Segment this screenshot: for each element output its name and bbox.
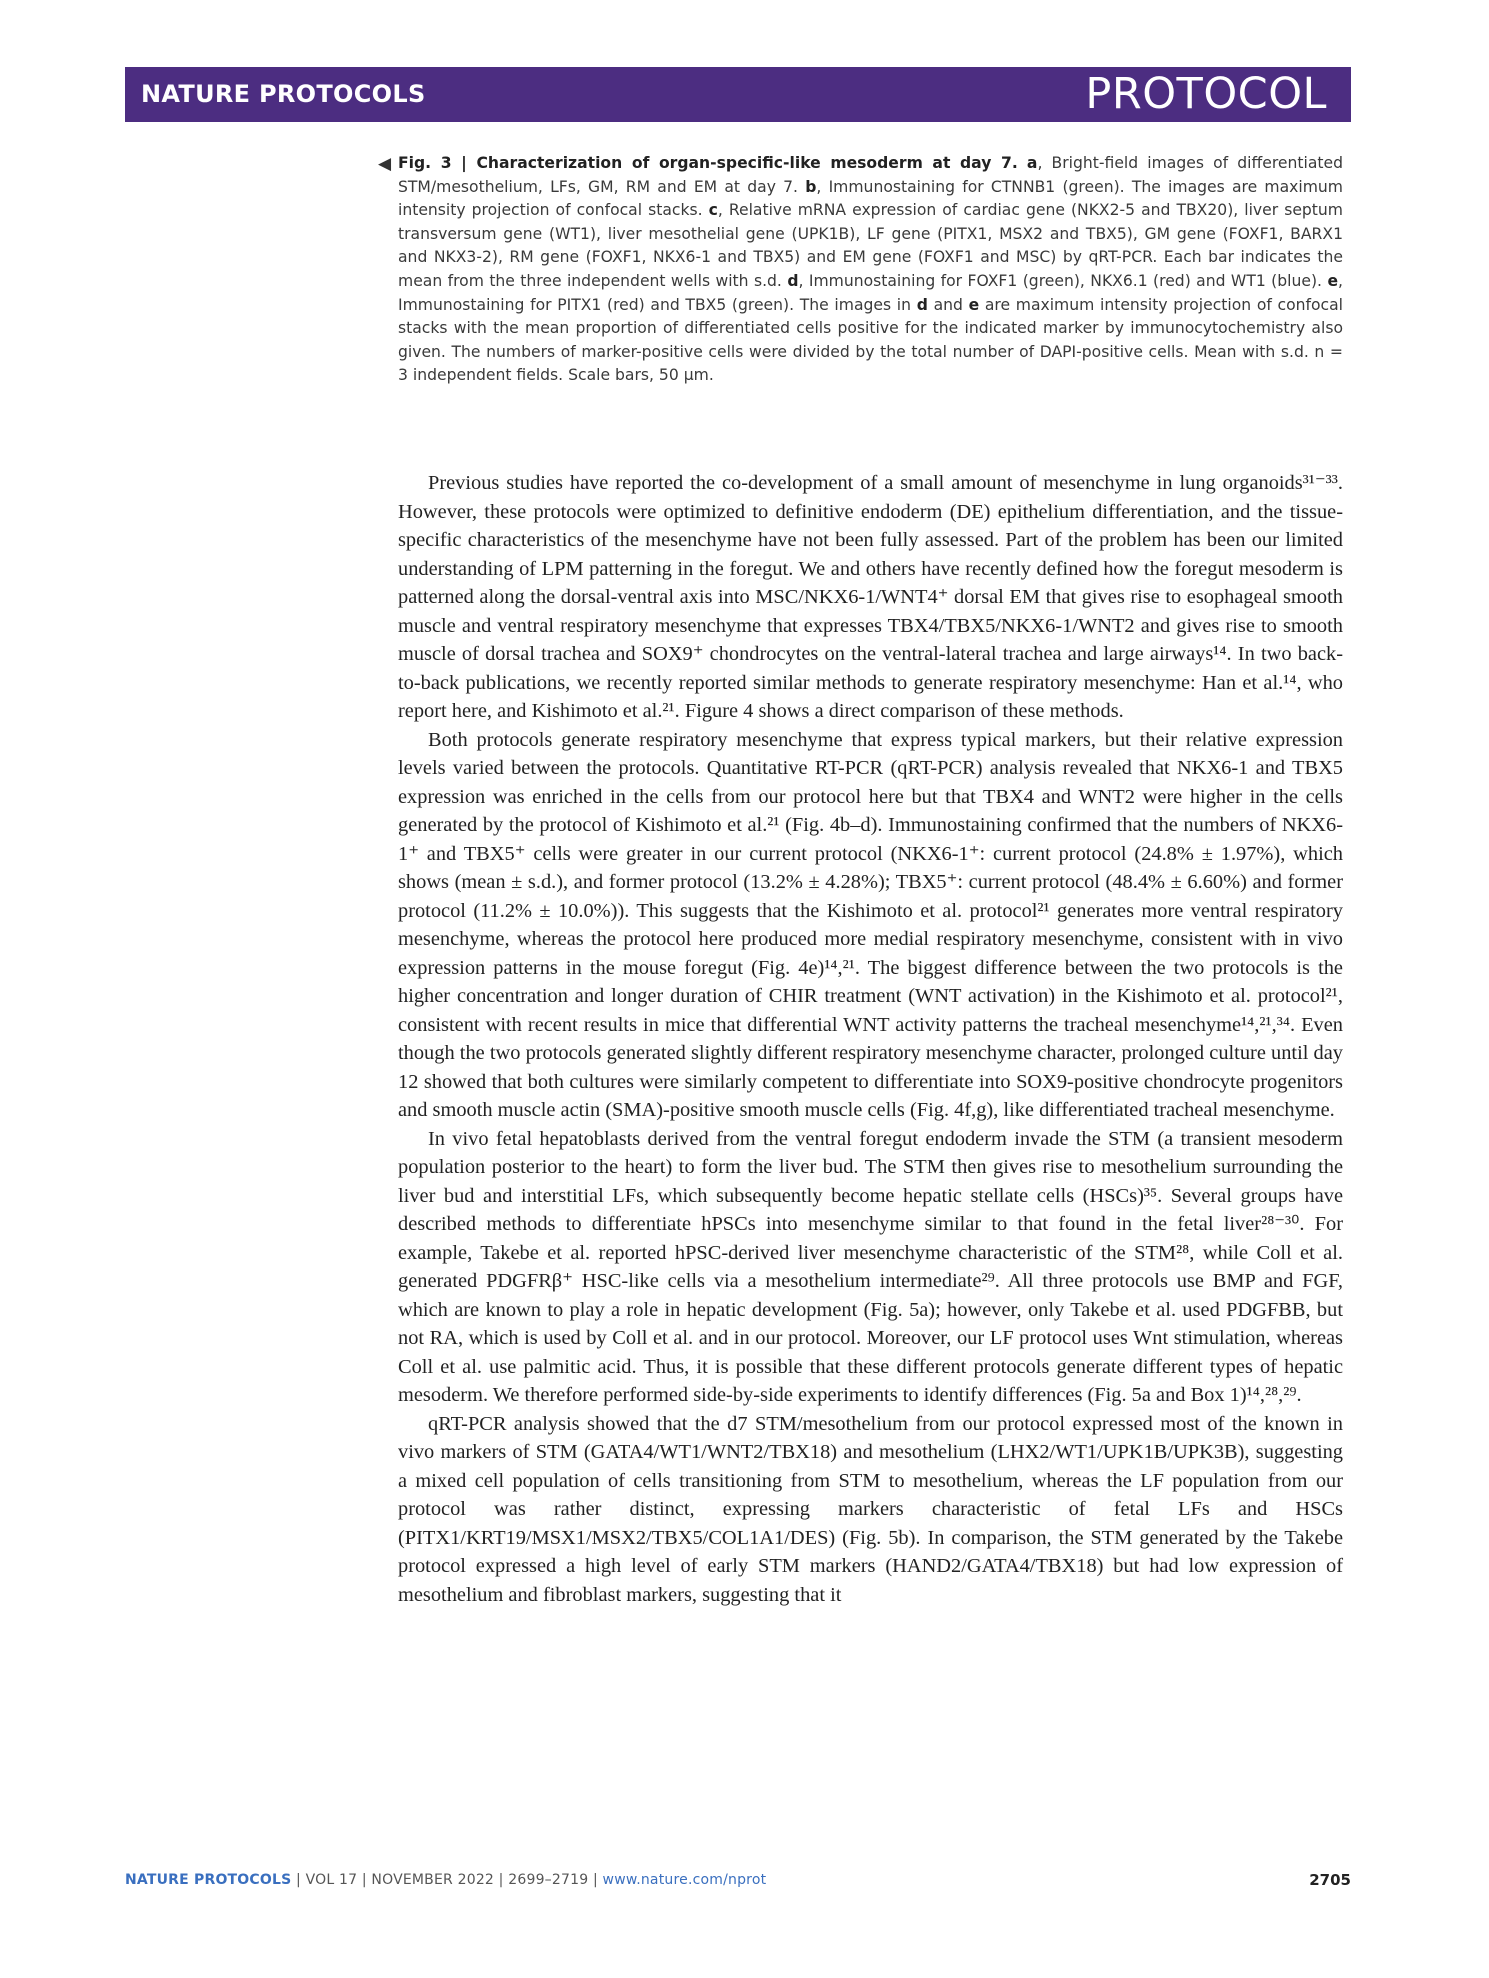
paragraph-3: In vivo fetal hepatoblasts derived from the ventral foregut endoderm invade the STM (a transient mesoderm population posterior to the heart) to form the liver bud. The STM then gives rise to mesothelium surrounding the liver bud and interstitial LFs, which subsequently become hepatic stellate cells (HSCs)³⁵. Several groups have described methods to differentiate hPSCs into mesenchyme similar to that found in the fetal liver²⁸⁻³⁰. For example, Takebe et al. reported hPSC-derived liver mesenchyme characteristic of the STM²⁸, while Coll et al. generated PDGFRβ⁺ HSC-like cells via a mesothelium intermediate²⁹. All three protocols use BMP and FGF, which are known to play a role in hepatic development (Fig. 5a); however, only Takebe et al. used PDGFBB, but not RA, which is used by Coll et al. and in our protocol. Moreover, our LF protocol uses Wnt stimulation, whereas Coll et al. use palmitic acid. Thus, it is possible that these different protocols generate different types of hepatic mesoderm. We therefore performed side-by-side experiments to identify differences (Fig. 5a and Box 1)¹⁴,²⁸,²⁹. bbox=[398, 1127, 1343, 1406]
page-number: 2705 bbox=[1309, 1871, 1351, 1889]
caption-text-d: , Immunostaining for FOXF1 (green), NKX6.1 (red) and WT1 (blue). bbox=[798, 271, 1323, 290]
caption-text-e-3: are maximum intensity projection of confocal stacks with the mean proportion of differentiated cells positive for the indicated marker by immunocytochemistry also given. The numbers of marker-positive cells were divided by the total number of DAPI-positive cells. Mean with s.d. n = 3 independent fields. Scale bars, 50 μm. bbox=[398, 295, 1344, 385]
caption-text-a: , Bright-field images of differentiated STM/mesothelium, LFs, GM, RM and EM at day 7. bbox=[398, 154, 1344, 196]
caption-panel-e: e bbox=[1327, 271, 1339, 290]
caption-panel-b: b bbox=[805, 177, 817, 196]
caption-panel-d: d bbox=[787, 271, 799, 290]
caption-text-c: , Relative mRNA expression of cardiac gene (NKX2-5 and TBX20), liver septum transversum gene (WT1), liver mesothelial gene (UPK1B), LF gene (PITX1, MSX2 and TBX5), GM gene (FOXF1, BARX1 and NKX3-2), RM gene (FOXF1, NKX6-1 and TBX5) and EM gene (FOXF1 and MSC) by qRT-PCR. Each bar indicates the mean from the three independent wells with s.d. bbox=[398, 201, 1343, 290]
caption-text-e-2: and bbox=[933, 295, 963, 314]
caption-panel-a: a bbox=[1026, 154, 1038, 172]
journal-name: NATURE PROTOCOLS bbox=[141, 80, 426, 108]
main-body-text bbox=[398, 469, 1343, 1609]
journal-header-bar bbox=[125, 67, 1351, 122]
footer-issue: | VOL 17 | NOVEMBER 2022 | 2699–2719 | bbox=[296, 1872, 598, 1888]
footer-journal: NATURE PROTOCOLS bbox=[125, 1872, 292, 1888]
caption-label: Fig. 3 | Characterization of organ-specific-like mesoderm at day 7. bbox=[398, 154, 1018, 172]
section-label: PROTOCOL bbox=[1085, 69, 1327, 119]
caption-text-e-1: , Immunostaining for PITX1 (red) and TBX5 (green). The images in bbox=[398, 271, 1343, 314]
paragraph-1: Previous studies have reported the co-development of a small amount of mesenchyme in lung organoids³¹⁻³³. However, these protocols were optimized to definitive endoderm (DE) epithelium differentiation, and the tissue-specific characteristics of the mesenchyme have not been fully assessed. Part of the problem has been our limited understanding of LPM patterning in the foregut. We and others have recently defined how the foregut mesoderm is patterned along the dorsal-ventral axis into MSC/NKX6-1/WNT4⁺ dorsal EM that gives rise to esophageal smooth muscle and ventral respiratory mesenchyme that expresses TBX4/TBX5/NKX6-1/WNT2 and gives rise to smooth muscle of dorsal trachea and SOX9⁺ chondrocytes on the ventral-lateral trachea and large airways¹⁴. In two back-to-back publications, we recently reported similar methods to generate respiratory mesenchyme: Han et al.¹⁴, who report here, and Kishimoto et al.²¹. Figure 4 shows a direct comparison of these methods. bbox=[398, 472, 1343, 722]
page-footer bbox=[125, 1869, 1351, 1893]
figure-caption bbox=[378, 152, 1344, 388]
caption-panel-e-ref: e bbox=[968, 295, 980, 314]
footer-citation bbox=[125, 1872, 766, 1888]
caption-panel-d-ref: d bbox=[916, 295, 928, 314]
caption-text-b: , Immunostaining for CTNNB1 (green). The images are maximum intensity projection of confocal stacks. bbox=[398, 177, 1343, 220]
paragraph-4: qRT-PCR analysis showed that the d7 STM/mesothelium from our protocol expressed most of the known in vivo markers of STM (GATA4/WT1/WNT2/TBX18) and mesothelium (LHX2/WT1/UPK1B/UPK3B), suggesting a mixed cell population of cells transitioning from STM to mesothelium, whereas the LF population from our protocol was rather distinct, expressing markers characteristic of fetal LFs and HSCs (PITX1/KRT19/MSX1/MSX2/TBX5/COL1A1/DES) (Fig. 5b). In comparison, the STM generated by the Takebe protocol expressed a high level of early STM markers (HAND2/GATA4/TBX18) but had low expression of mesothelium and fibroblast markers, suggesting that it bbox=[398, 1412, 1343, 1606]
caption-panel-c: c bbox=[708, 201, 718, 220]
footer-url-link[interactable]: www.nature.com/nprot bbox=[602, 1872, 767, 1888]
paragraph-2: Both protocols generate respiratory mesenchyme that express typical markers, but their relative expression levels varied between the protocols. Quantitative RT-PCR (qRT-PCR) analysis revealed that NKX6-1 and TBX5 expression was enriched in the cells from our protocol here but that TBX4 and WNT2 were higher in the cells generated by the protocol of Kishimoto et al.²¹ (Fig. 4b–d). Immunostaining confirmed that the numbers of NKX6-1⁺ and TBX5⁺ cells were greater in our current protocol (NKX6-1⁺: current protocol (24.8% ± 1.97%), which shows (mean ± s.d.), and former protocol (13.2% ± 4.28%); TBX5⁺: current protocol (48.4% ± 6.60%) and former protocol (11.2% ± 10.0%)). This suggests that the Kishimoto et al. protocol²¹ generates more ventral respiratory mesenchyme, whereas the protocol here produced more medial respiratory mesenchyme, consistent with in vivo expression patterns in the mouse foregut (Fig. 4e)¹⁴,²¹. The biggest difference between the two protocols is the higher concentration and longer duration of CHIR treatment (WNT activation) in the Kishimoto et al. protocol²¹, consistent with recent results in mice that differential WNT activity patterns the tracheal mesenchyme¹⁴,²¹,³⁴. Even though the two protocols generated slightly different respiratory mesenchyme character, prolonged culture until day 12 showed that both cultures were similarly competent to differentiate into SOX9-positive chondrocyte progenitors and smooth muscle actin (SMA)-positive smooth muscle cells (Fig. 4f,g), like differentiated tracheal mesenchyme. bbox=[398, 728, 1343, 1121]
caption-arrow-icon: ◀ bbox=[378, 154, 392, 174]
